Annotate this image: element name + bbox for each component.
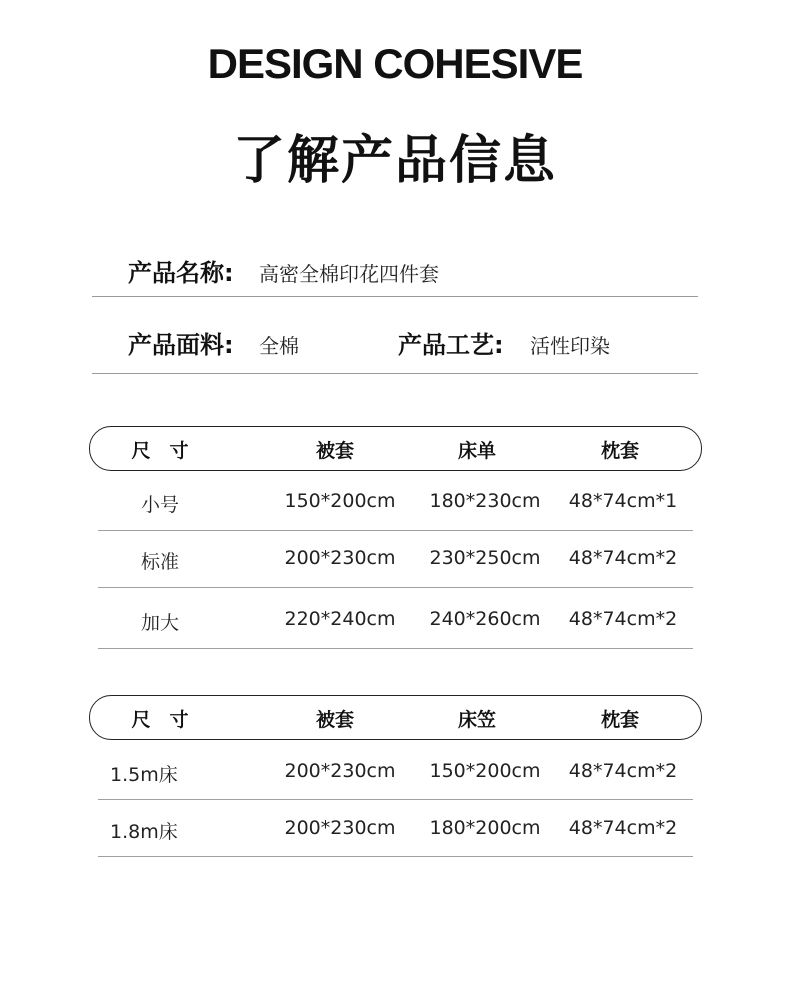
- table-cell: 230*250cm: [429, 547, 541, 569]
- row-divider: [98, 530, 693, 531]
- product-name-value: 高密全棉印花四件套: [259, 262, 439, 286]
- table-cell: 48*74cm*2: [568, 608, 678, 630]
- table-cell: 1.5m床: [110, 764, 178, 786]
- table-cell: 加大: [140, 612, 179, 634]
- row-divider: [98, 648, 693, 649]
- table2-header-pillowcase: 枕套: [600, 709, 639, 731]
- product-fabric-label: 产品面料:: [128, 331, 234, 359]
- row-divider: [98, 587, 693, 588]
- product-craft-value: 活性印染: [530, 334, 610, 358]
- table2-header-duvet: 被套: [315, 709, 354, 731]
- heading-english: DESIGN COHESIVE: [207, 40, 583, 87]
- product-name-label: 产品名称:: [128, 259, 234, 287]
- table1-header-size: 尺 寸: [131, 440, 189, 462]
- row-divider: [98, 799, 693, 800]
- heading-chinese: 了解产品信息: [232, 131, 557, 191]
- product-fabric-value: 全棉: [259, 334, 299, 358]
- divider: [92, 296, 698, 297]
- table-cell: 48*74cm*2: [568, 817, 678, 839]
- divider: [92, 373, 698, 374]
- table-cell: 48*74cm*1: [568, 490, 678, 512]
- table-cell: 180*200cm: [429, 817, 541, 839]
- table-cell: 200*230cm: [284, 547, 396, 569]
- table-cell: 48*74cm*2: [568, 547, 678, 569]
- product-craft-label: 产品工艺:: [398, 331, 504, 359]
- table-cell: 200*230cm: [284, 817, 396, 839]
- table1-header-sheet: 床单: [457, 440, 496, 462]
- table-cell: 200*230cm: [284, 760, 396, 782]
- table1-header-duvet: 被套: [315, 440, 354, 462]
- table-cell: 48*74cm*2: [568, 760, 678, 782]
- table-cell: 220*240cm: [284, 608, 396, 630]
- table2-header-fitted-sheet: 床笠: [457, 709, 496, 731]
- table-cell: 1.8m床: [110, 821, 178, 843]
- table1-header-pillowcase: 枕套: [600, 440, 639, 462]
- table-cell: 150*200cm: [429, 760, 541, 782]
- table-cell: 小号: [140, 494, 179, 516]
- table-cell: 标准: [140, 551, 179, 573]
- table2-header-size: 尺 寸: [131, 709, 189, 731]
- table-cell: 150*200cm: [284, 490, 396, 512]
- table-cell: 180*230cm: [429, 490, 541, 512]
- table-cell: 240*260cm: [429, 608, 541, 630]
- row-divider: [98, 856, 693, 857]
